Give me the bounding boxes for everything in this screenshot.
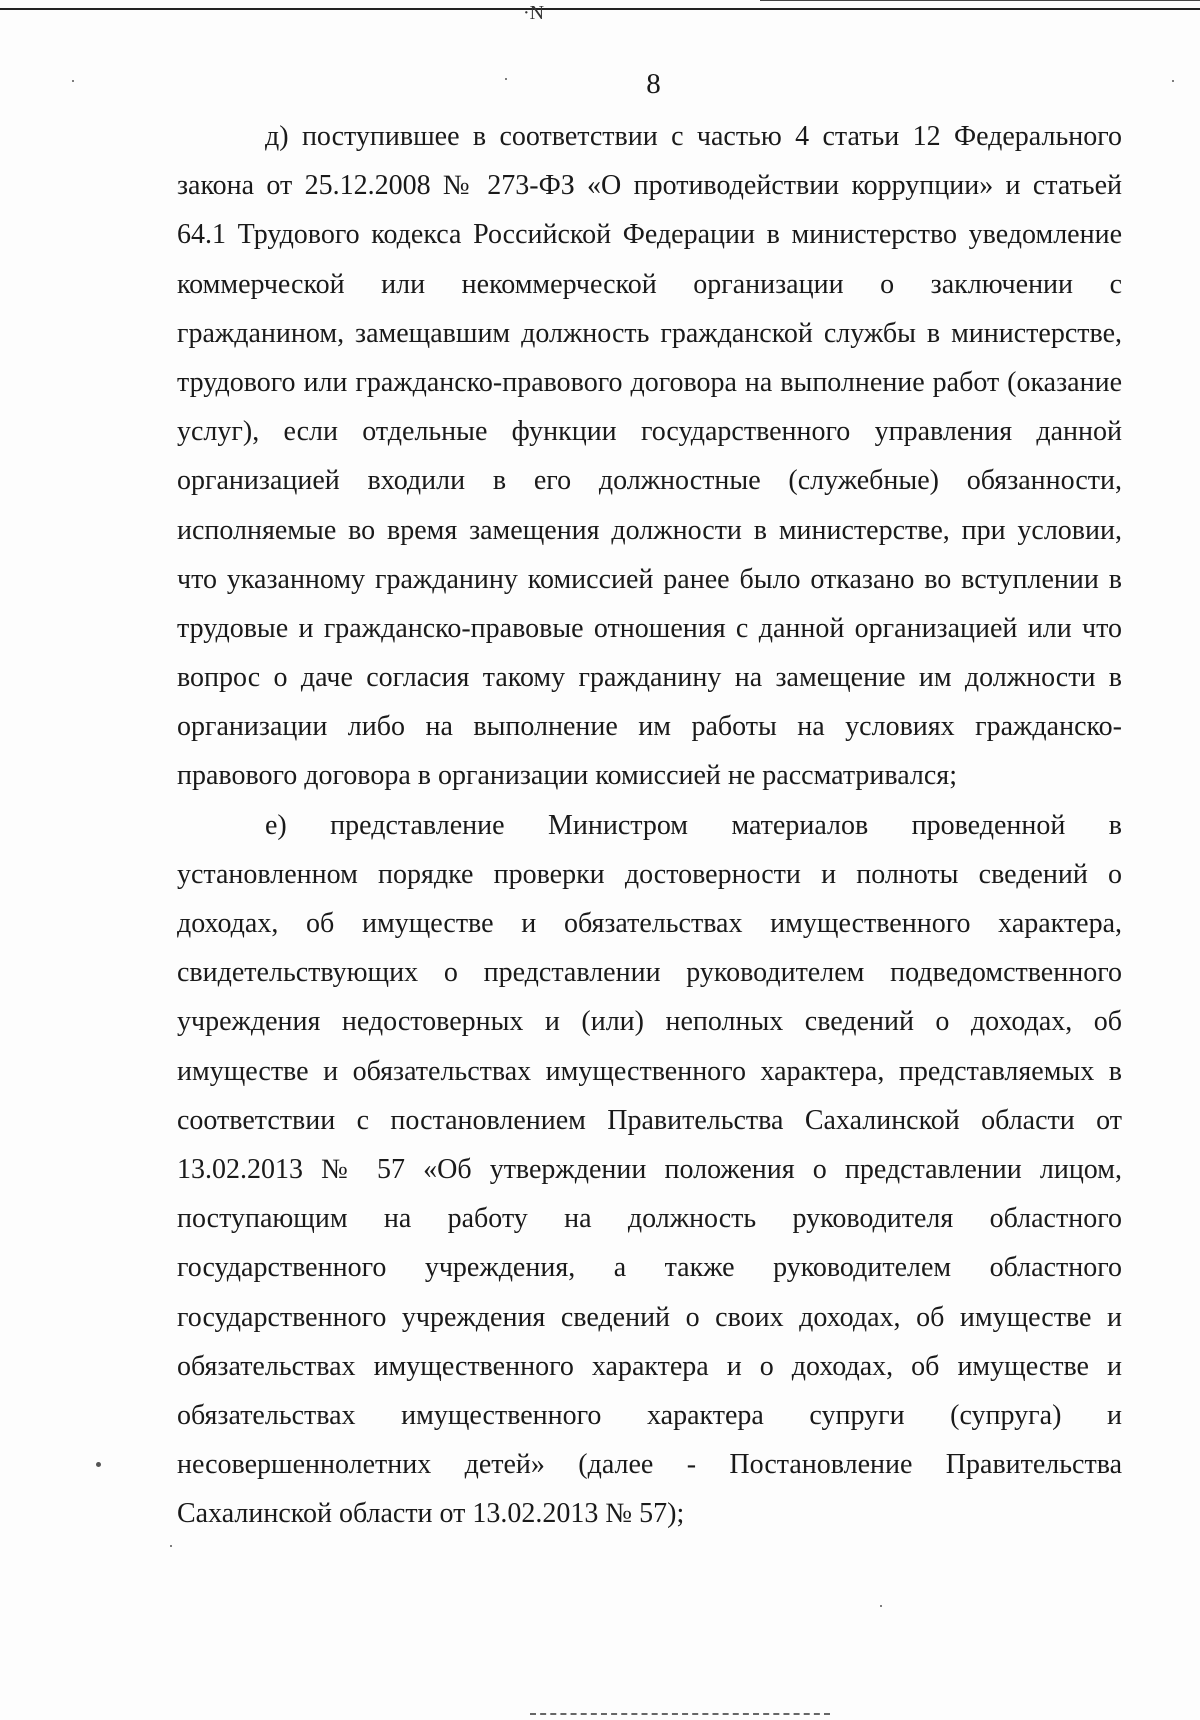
text-line: правового договора в организации комиссией не рассматривался; [177,760,957,792]
bottom-border-line [530,1713,830,1715]
text-line: д) поступившее в соответствии с частью 4 статьи 12 Федерального [265,121,1122,152]
text-line: 64.1 Трудового кодекса Российской Федерации в министерство уведомление [177,219,1122,251]
text-line: учреждения недостоверных и (или) неполных сведений о доходах, об [177,1006,1122,1038]
document-body [177,112,1122,1538]
text-line: 13.02.2013 № 57 «Об утверждении положения о представлении лицом, [177,1153,1122,1185]
scan-speck [170,1545,172,1547]
text-line: что указанному гражданину комиссией ранее было отказано во вступлении в [177,563,1122,595]
text-line: поступающим на работу на должность руководителя областного [177,1203,1122,1235]
text-line: коммерческой или некоммерческой организации о заключении с [177,268,1122,300]
text-line: исполняемые во время замещения должности в министерстве, при условии, [177,514,1122,546]
text-line: соответствии с постановлением Правительства Сахалинской области от [177,1104,1122,1136]
text-line: обязательствах имущественного характера супруги (супруга) и [177,1399,1122,1431]
text-line: обязательствах имущественного характера и о доходах, об имуществе и [177,1350,1122,1382]
scan-speck [72,80,74,82]
top-border-line-thin [760,0,1200,1]
text-line: доходах, об имуществе и обязательствах имущественного характера, [177,908,1122,939]
text-line: вопрос о даче согласия такому гражданину на замещение им должности в [177,662,1122,694]
paragraph-e [177,801,1122,1539]
text-line: государственного учреждения сведений о своих доходах, об имуществе и [177,1301,1122,1333]
page-number: 8 [646,68,661,100]
text-line: трудовые и гражданско-правовые отношения с данной организацией или что [177,612,1122,644]
text-line: несовершеннолетних детей» (далее - Постановление Правительства [177,1449,1122,1481]
paragraph-d [177,112,1122,801]
scan-speck [1172,80,1174,82]
text-line: трудового или гражданско-правового договора на выполнение работ (оказание [177,366,1122,398]
text-line: услуг), если отдельные функции государственного управления данной [177,416,1122,448]
scan-speck [880,1605,882,1607]
text-line: государственного учреждения, а также руководителем областного [177,1252,1122,1284]
text-line: Сахалинской области от 13.02.2013 № 57); [177,1498,685,1530]
scan-mark: ·N [523,2,545,24]
scan-speck [96,1462,101,1467]
text-line: имуществе и обязательствах имущественного характера, представляемых в [177,1055,1122,1087]
text-line: организации либо на выполнение им работы на условиях гражданско- [177,711,1122,743]
text-line: установленном порядке проверки достоверности и полноты сведений о [177,858,1122,890]
text-line: гражданином, замещавшим должность гражданской службы в министерстве, [177,317,1122,349]
text-line: свидетельствующих о представлении руководителем подведомственного [177,957,1122,989]
top-border-line [0,8,1200,10]
text-line: организацией входили в его должностные (служебные) обязанности, [177,465,1122,497]
scan-speck [505,78,507,80]
text-line: закона от 25.12.2008 № 273-ФЗ «О противодействии коррупции» и статьей [177,170,1122,202]
text-line: е) представление Министром материалов проведенной в [265,809,1122,841]
